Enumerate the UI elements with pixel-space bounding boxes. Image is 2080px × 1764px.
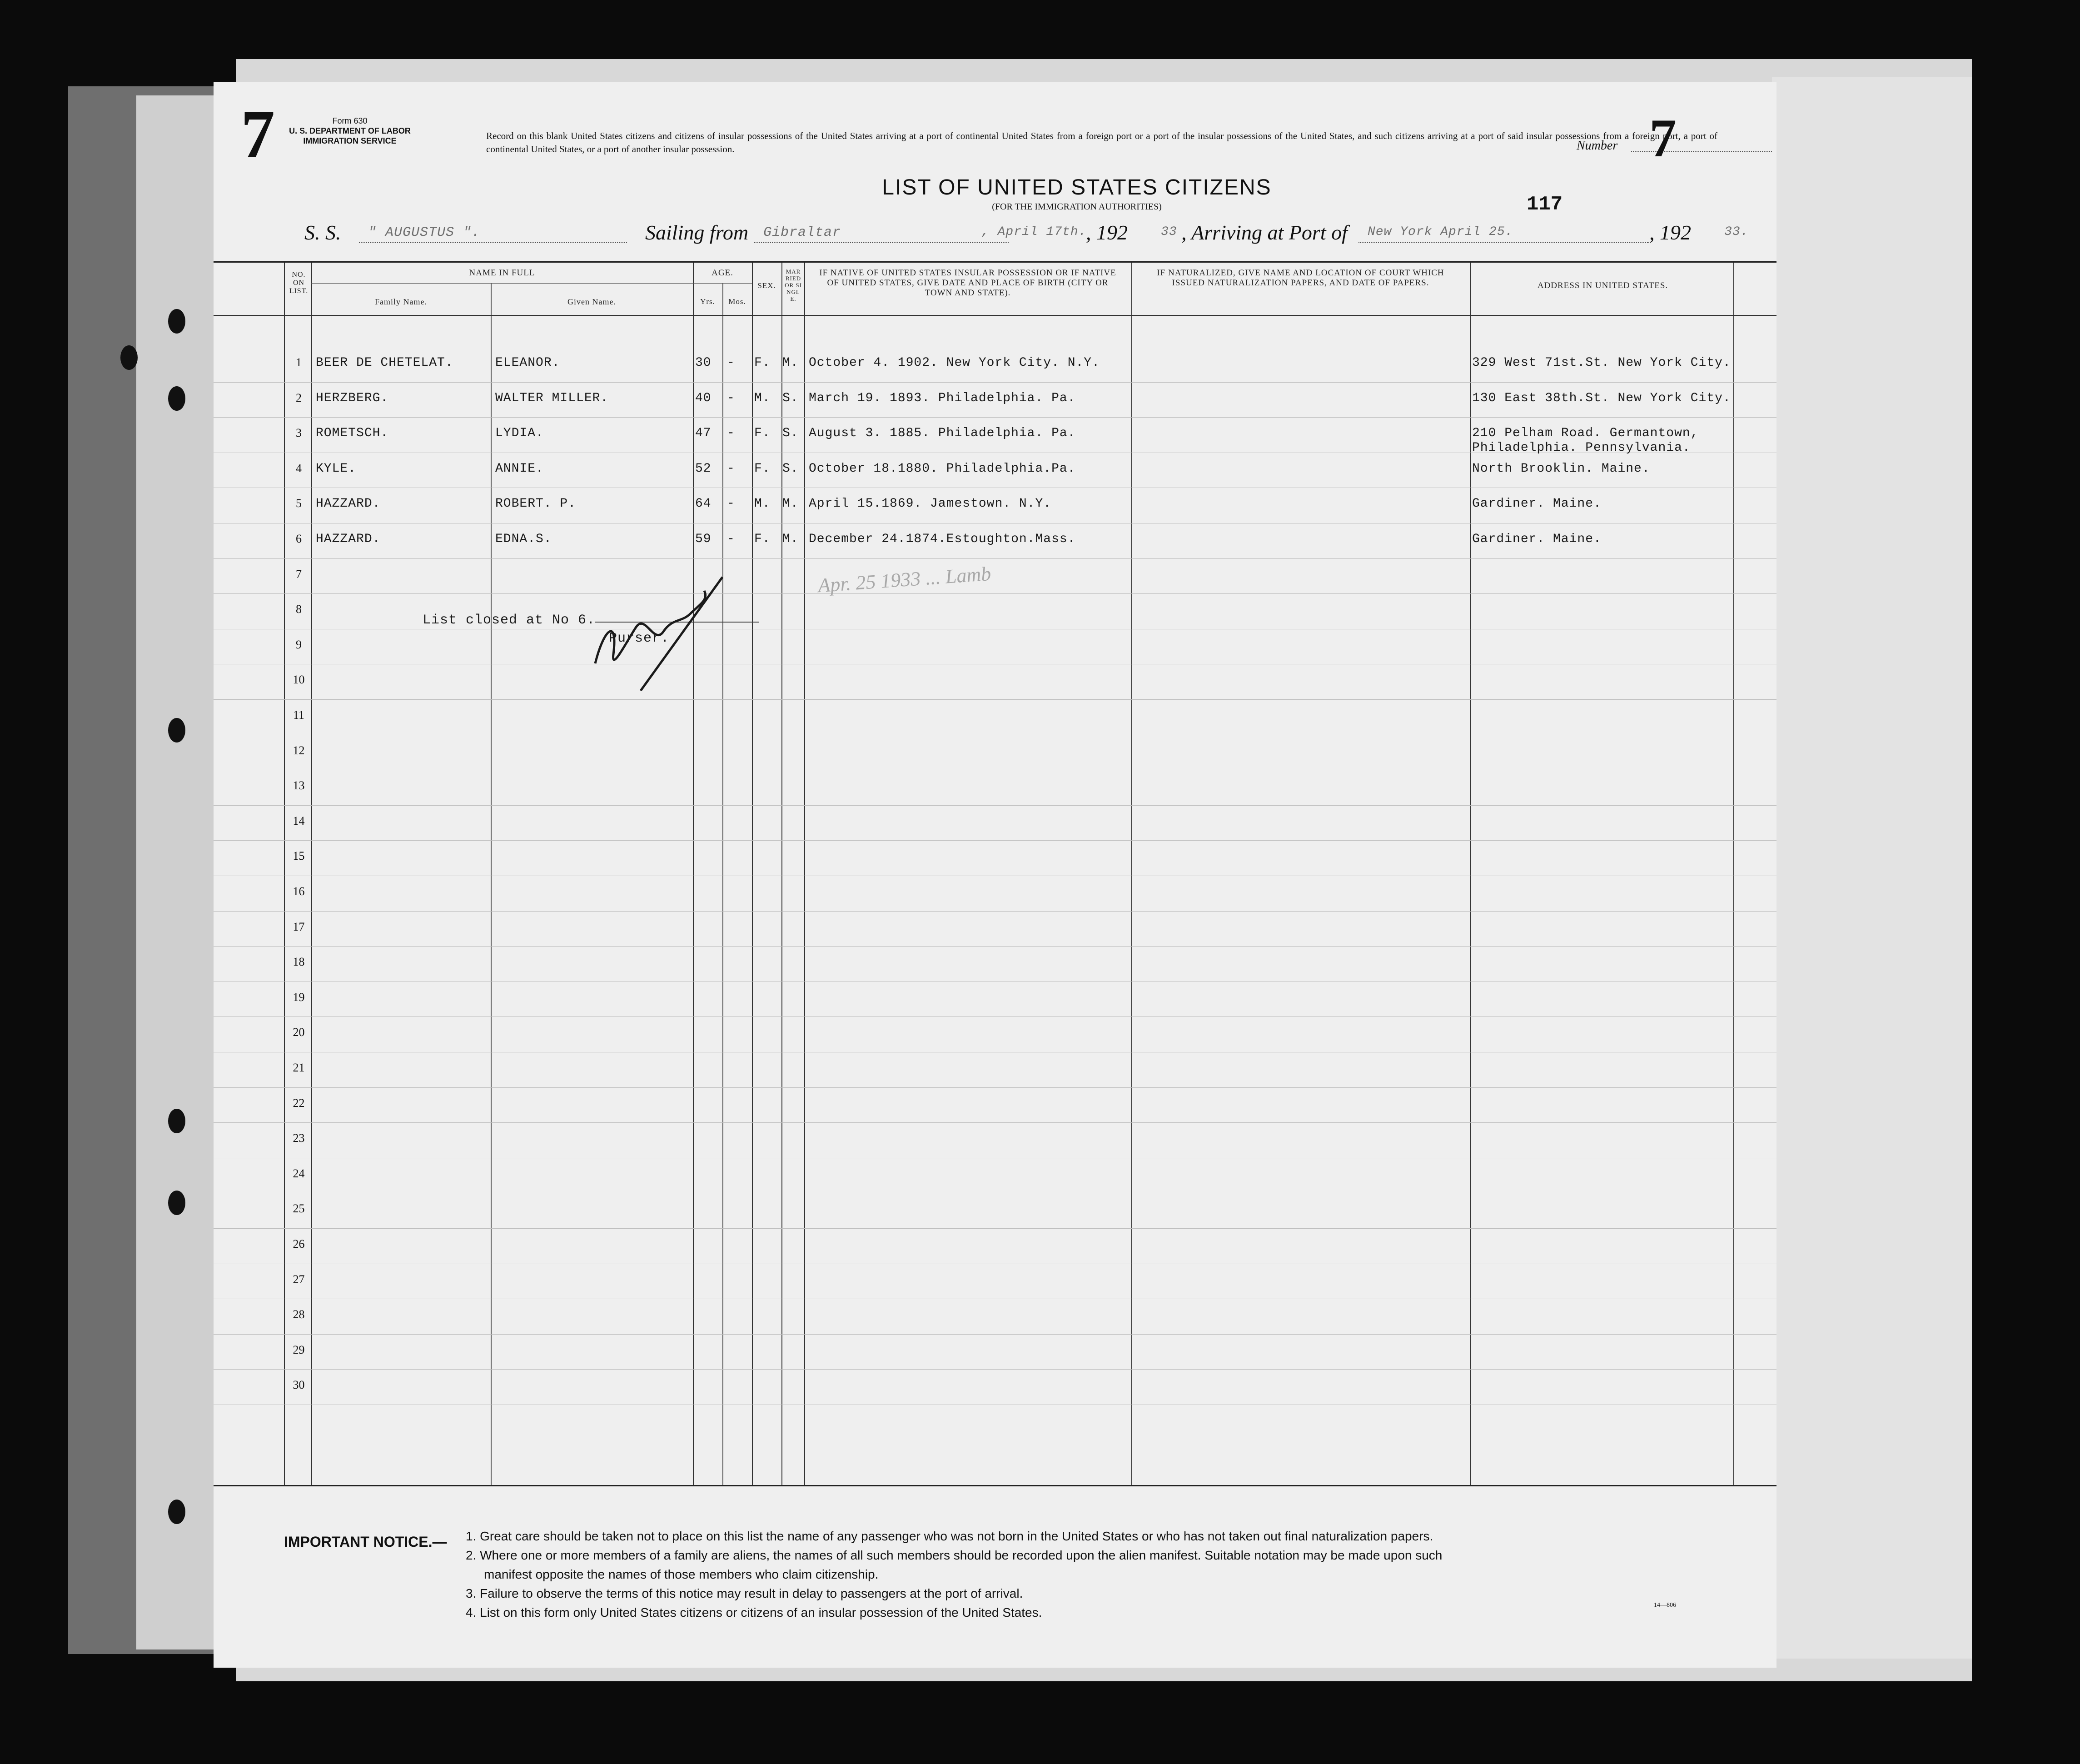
ship-name: " AUGUSTUS ". [368, 225, 481, 240]
page-stamp: 117 [1527, 193, 1563, 216]
row-rule [214, 558, 1776, 559]
cell-birth: October 4. 1902. New York City. N.Y. [809, 356, 1100, 370]
form-identifier [282, 116, 418, 146]
cell-ms: M. [782, 356, 799, 370]
row-number: 12 [293, 743, 305, 757]
punch-hole [168, 1109, 185, 1133]
year-value-2: 33. [1724, 225, 1749, 239]
row-number: 17 [293, 920, 305, 933]
print-code: 14—806 [1654, 1602, 1676, 1609]
row-number: 9 [296, 638, 302, 651]
page-subtitle: (FOR THE IMMIGRATION AUTHORITIES) [992, 202, 1162, 212]
col-header-given: Given Name. [567, 297, 616, 306]
purser-label: Purser. [609, 631, 670, 646]
cell-given: LYDIA. [495, 426, 544, 441]
col-header-sex: SEX. [757, 281, 776, 290]
sailing-port: Gibraltar [763, 225, 841, 240]
row-rule [214, 699, 1776, 700]
row-rule [214, 805, 1776, 806]
cell-address: 329 West 71st.St. New York City. [1472, 356, 1731, 370]
col-header-yrs: Yrs. [700, 297, 715, 306]
list-closed-text: List closed at No 6. [423, 613, 596, 628]
form-number: Form 630 [332, 116, 368, 125]
row-rule [214, 1228, 1776, 1229]
cell-yrs: 59 [695, 532, 712, 546]
cell-family: ROMETSCH. [316, 426, 389, 441]
col-header-naturalized: IF NATURALIZED, GIVE NAME AND LOCATION OF COURT WHICH ISSUED NATURALIZATION PAPERS, AND DATE OF PAPERS. [1157, 268, 1444, 288]
cell-given: EDNA.S. [495, 532, 552, 546]
row-rule [214, 946, 1776, 947]
row-number: 30 [293, 1378, 305, 1392]
year-value-1: 33 [1161, 225, 1177, 239]
cell-birth: April 15.1869. Jamestown. N.Y. [809, 497, 1052, 511]
cell-address: 130 East 38th.St. New York City. [1472, 391, 1731, 405]
row-number: 25 [293, 1202, 305, 1216]
ship-line [214, 220, 1776, 248]
col-header-mos: Mos. [728, 297, 746, 306]
cell-family: HAZZARD. [316, 532, 381, 546]
cell-yrs: 30 [695, 356, 712, 370]
col-header-name: NAME IN FULL [469, 268, 535, 278]
cell-sex: M. [754, 497, 771, 511]
col-header-family: Family Name. [375, 297, 427, 306]
col-header-married: MARRIED OR SINGLE. [785, 268, 802, 302]
cell-yrs: 47 [695, 426, 712, 441]
arriving-value: New York April 25. [1368, 225, 1513, 239]
row-number: 19 [293, 990, 305, 1004]
arriving-label: , Arriving at Port of [1181, 221, 1348, 244]
row-rule [214, 1087, 1776, 1088]
row-number: 22 [293, 1096, 305, 1110]
cell-mos: - [727, 461, 735, 476]
cell-ms: M. [782, 532, 799, 546]
cell-n: 4 [296, 461, 302, 475]
cell-given: ANNIE. [495, 461, 544, 476]
row-number: 16 [293, 885, 305, 898]
col-header-no: NO. ON LIST. [289, 271, 309, 295]
cell-birth: March 19. 1893. Philadelphia. Pa. [809, 391, 1076, 405]
arriving-line [1358, 242, 1649, 243]
cell-given: ELEANOR. [495, 356, 560, 370]
cell-yrs: 64 [695, 497, 712, 511]
punch-hole [168, 1500, 185, 1524]
row-number: 27 [293, 1272, 305, 1286]
manifest-sheet [214, 82, 1776, 1668]
ship-name-line [359, 242, 627, 243]
table-body [214, 263, 1776, 1485]
cell-family: BEER DE CHETELAT. [316, 356, 453, 370]
sailing-date: , April 17th. [981, 225, 1087, 239]
corner-number: 7 [241, 96, 275, 172]
cell-mos: - [727, 391, 735, 405]
punch-hole [168, 386, 185, 411]
cell-n: 6 [296, 532, 302, 545]
cell-mos: - [727, 532, 735, 546]
page-title: LIST OF UNITED STATES CITIZENS [882, 175, 1272, 199]
cell-mos: - [727, 356, 735, 370]
cell-address: North Brooklin. Maine. [1472, 461, 1650, 476]
punch-hole [120, 345, 138, 370]
row-rule [214, 1334, 1776, 1335]
row-number: 7 [296, 567, 302, 581]
col-header-age: AGE. [712, 268, 733, 278]
row-number: 14 [293, 814, 305, 827]
row-number: 13 [293, 779, 305, 792]
cell-yrs: 52 [695, 461, 712, 476]
sailing-label: Sailing from [645, 221, 749, 244]
cell-address: Gardiner. Maine. [1472, 532, 1602, 546]
ss-label: S. S. [304, 221, 341, 244]
year-label-2: , 192 [1649, 221, 1691, 244]
cell-mos: - [727, 426, 735, 441]
cell-ms: M. [782, 497, 799, 511]
cell-family: HERZBERG. [316, 391, 389, 405]
row-number: 24 [293, 1166, 305, 1180]
cell-yrs: 40 [695, 391, 712, 405]
cell-ms: S. [782, 461, 799, 476]
punch-hole [168, 718, 185, 742]
cell-birth: December 24.1874.Estoughton.Mass. [809, 532, 1076, 546]
row-rule [214, 593, 1776, 594]
year-label-1: , 192 [1086, 221, 1128, 244]
cell-sex: F. [754, 356, 771, 370]
manifest-table [214, 261, 1776, 1486]
sailing-port-line [754, 242, 1009, 243]
notice-label: IMPORTANT NOTICE.— [284, 1534, 447, 1550]
punch-hole [168, 309, 185, 334]
row-number: 29 [293, 1343, 305, 1356]
cell-n: 3 [296, 426, 302, 440]
row-rule [214, 1369, 1776, 1370]
cell-family: HAZZARD. [316, 497, 381, 511]
notice-item-1: 1. Great care should be taken not to place on this list the name of any passenger who was not born in the United States or who has not taken out final naturalization papers. [466, 1529, 1433, 1543]
record-note: Record on this blank United States citizens and citizens of insular possessions of the United States arriving at a port of continental United States from a foreign port or a port of the insular possessions of the United States, and such citizens arriving at a port of said insular possessions from a foreign port, a port of continental United States, or a port of another insular possession. [486, 130, 1717, 154]
row-number: 11 [293, 708, 305, 722]
notice-item-4: 4. List on this form only United States citizens or citizens of an insular possession of the United States. [466, 1605, 1042, 1619]
notice-item-3: 3. Failure to observe the terms of this notice may result in delay to passengers at the port of arrival. [466, 1586, 1023, 1600]
purser-signature [586, 573, 750, 691]
punch-hole [168, 1191, 185, 1215]
cell-birth: October 18.1880. Philadelphia.Pa. [809, 461, 1076, 476]
cell-address: 210 Pelham Road. Germantown, [1472, 426, 1699, 441]
cell-ms: S. [782, 391, 799, 405]
row-number: 10 [293, 673, 305, 687]
row-number: 15 [293, 849, 305, 863]
cell-given: WALTER MILLER. [495, 391, 609, 405]
row-rule [214, 840, 1776, 841]
row-rule [214, 911, 1776, 912]
row-rule [214, 382, 1776, 383]
cell-n: 1 [296, 356, 302, 369]
cell-sex: F. [754, 532, 771, 546]
col-header-native: IF NATIVE OF UNITED STATES INSULAR POSSESSION OR IF NATIVE OF UNITED STATES, GIVE DATE AND PLACE OF BIRTH (CITY OR TOWN AND STATE). [819, 268, 1116, 298]
row-number: 23 [293, 1131, 305, 1145]
cell-sex: F. [754, 461, 771, 476]
cell-sex: F. [754, 426, 771, 441]
next-page-edge [1772, 77, 1972, 1659]
department-name: U. S. DEPARTMENT OF LABOR [289, 126, 411, 135]
notice-list [466, 1527, 1765, 1622]
cell-mos: - [727, 497, 735, 511]
cell-given: ROBERT. P. [495, 497, 577, 511]
row-rule [214, 417, 1776, 418]
cell-n: 5 [296, 497, 302, 510]
cell-sex: M. [754, 391, 771, 405]
cell-n: 2 [296, 391, 302, 404]
row-rule [214, 1122, 1776, 1123]
col-header-address: ADDRESS IN UNITED STATES. [1537, 281, 1668, 290]
cell-birth: August 3. 1885. Philadelphia. Pa. [809, 426, 1076, 441]
row-number: 20 [293, 1026, 305, 1039]
cell-ms: S. [782, 426, 799, 441]
row-number: 18 [293, 955, 305, 969]
number-label: Number [1577, 139, 1618, 153]
arrival-stamp: Apr. 25 1933 ... Lamb [817, 562, 992, 597]
cell-address: Gardiner. Maine. [1472, 497, 1602, 511]
cell-family: KYLE. [316, 461, 357, 476]
number-value: 7 [1649, 108, 1677, 168]
row-number: 28 [293, 1308, 305, 1321]
notice-item-2: 2. Where one or more members of a family are aliens, the names of all such members should be recorded upon the alien manifest. Suitable notation may be made upon such [466, 1548, 1443, 1562]
row-number: 8 [296, 603, 302, 616]
notice-item-2-cont: manifest opposite the names of those members who claim citizenship. [484, 1567, 879, 1581]
row-number: 21 [293, 1061, 305, 1074]
cell-address-line2: Philadelphia. Pennsylvania. [1472, 441, 1691, 455]
service-name: IMMIGRATION SERVICE [303, 136, 397, 145]
row-number: 26 [293, 1237, 305, 1251]
